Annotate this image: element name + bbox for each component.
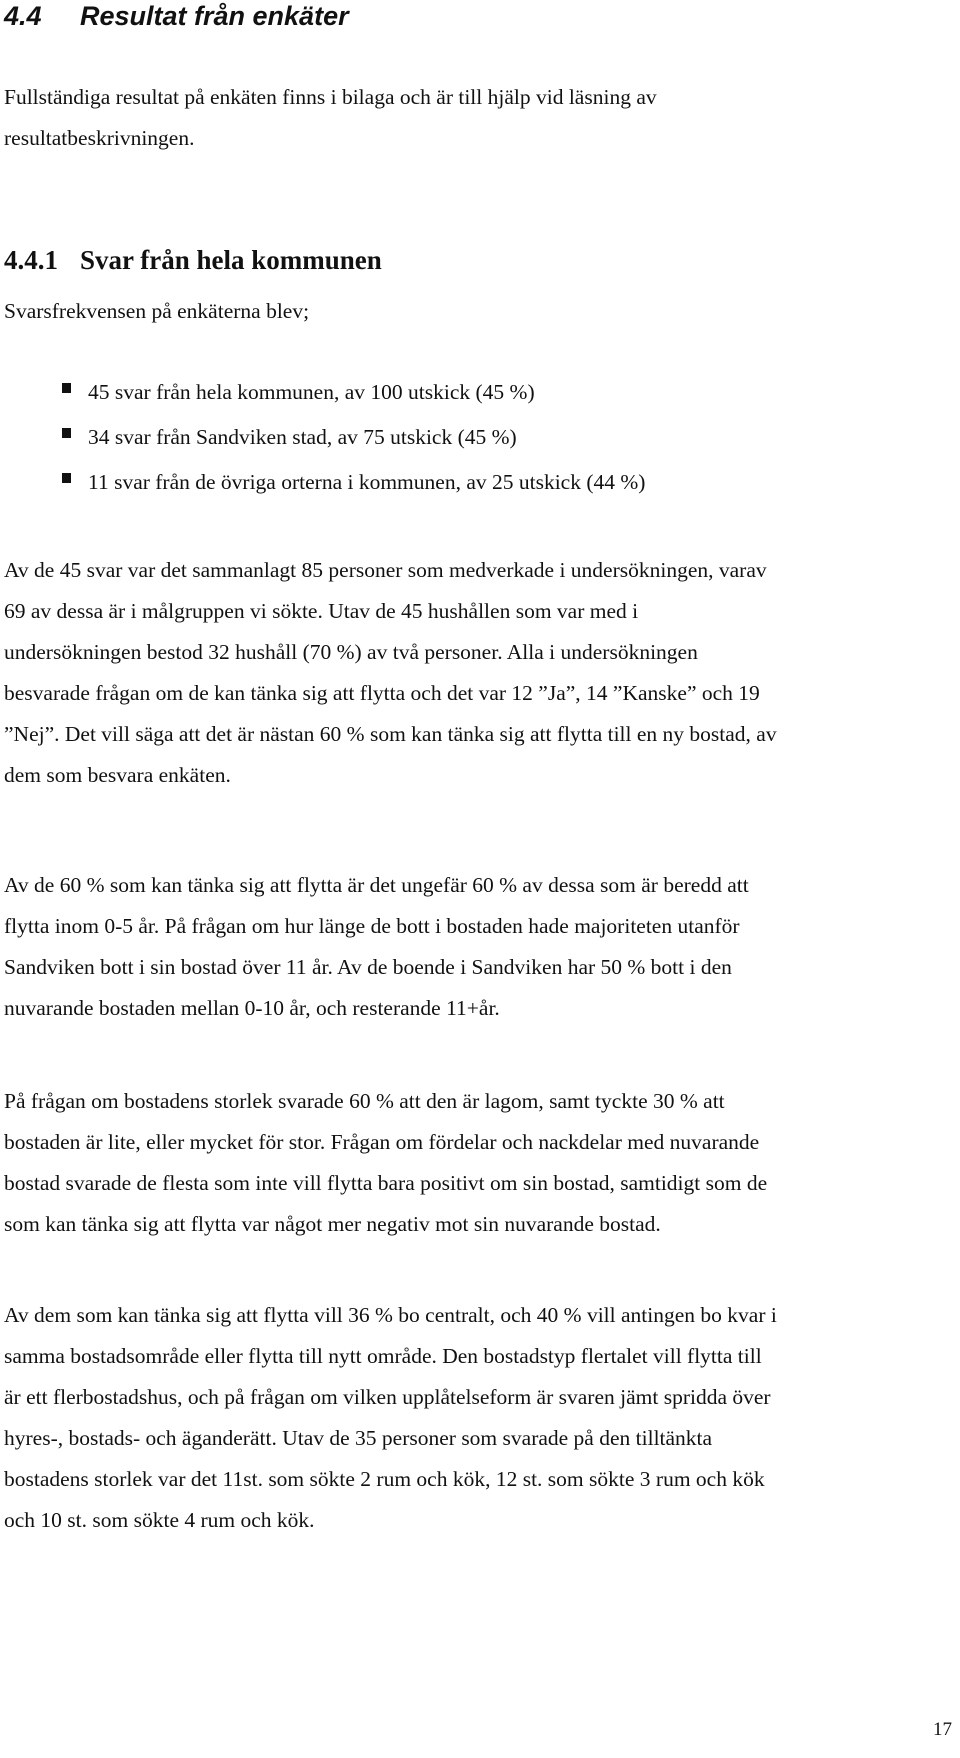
section-number: 4.4 — [4, 1, 42, 31]
text-line: dem som besvara enkäten. — [4, 763, 231, 787]
text-line: som kan tänka sig att flytta var något mer negativ mot sin nuvarande bostad. — [4, 1212, 661, 1236]
text-line: resultatbeskrivningen. — [4, 126, 195, 150]
list-item-text: 34 svar från Sandviken stad, av 75 utskick (45 %) — [88, 425, 517, 449]
text-line: besvarade frågan om de kan tänka sig att flytta och det var 12 ”Ja”, 14 ”Kanske” och 19 — [4, 681, 760, 705]
square-bullet-icon — [62, 383, 71, 393]
paragraph-survey-participants — [4, 550, 954, 796]
text-line: ”Nej”. Det vill säga att det är nästan 60 % som kan tänka sig att flytta till en ny bostad, av — [4, 722, 777, 746]
subsection-heading — [4, 244, 382, 276]
text-line: bostaden är lite, eller mycket för stor. Frågan om fördelar och nackdelar med nuvarande — [4, 1130, 760, 1154]
text-line: bostad svarade de flesta som inte vill flytta bara positivt om sin bostad, samtidigt som de — [4, 1171, 768, 1195]
text-line: På frågan om bostadens storlek svarade 60 % att den är lagom, samt tyckte 30 % att — [4, 1089, 725, 1113]
response-rate-label — [4, 291, 954, 332]
intro-paragraph — [4, 77, 954, 159]
text-line: Sandviken bott i sin bostad över 11 år. Av de boende i Sandviken har 50 % bott i den — [4, 955, 732, 979]
text-line: bostadens storlek var det 11st. som sökte 2 rum och kök, 12 st. som sökte 3 rum och kök — [4, 1467, 765, 1491]
text-line: undersökningen bestod 32 hushåll (70 %) av två personer. Alla i undersökningen — [4, 640, 698, 664]
text-line: och 10 st. som sökte 4 rum och kök. — [4, 1508, 315, 1532]
page-number: 17 — [933, 1719, 952, 1740]
text-line: 69 av dessa är i målgruppen vi sökte. Utav de 45 hushållen som var med i — [4, 599, 639, 623]
text-line: Fullständiga resultat på enkäten finns i bilaga och är till hjälp vid läsning av — [4, 85, 657, 109]
subsection-number: 4.4.1 — [4, 245, 58, 275]
list-item-text: 45 svar från hela kommunen, av 100 utskick (45 %) — [88, 380, 535, 404]
square-bullet-icon — [62, 428, 71, 438]
paragraph-moving-timeline — [4, 865, 954, 1029]
text-line: flytta inom 0-5 år. På frågan om hur länge de bott i bostaden hade majoriteten utanför — [4, 914, 740, 938]
paragraph-housing-size — [4, 1081, 954, 1245]
text-line: samma bostadsområde eller flytta till nytt område. Den bostadstyp flertalet vill flytta till — [4, 1344, 762, 1368]
text-line: Svarsfrekvensen på enkäterna blev; — [4, 299, 310, 323]
text-line: Av dem som kan tänka sig att flytta vill 36 % bo centralt, och 40 % vill antingen bo kvar i — [4, 1303, 777, 1327]
text-line: nuvarande bostaden mellan 0-10 år, och resterande 11+år. — [4, 996, 500, 1020]
text-line: Av de 60 % som kan tänka sig att flytta är det ungefär 60 % av dessa som är beredd att — [4, 873, 749, 897]
subsection-title: Svar från hela kommunen — [80, 245, 382, 275]
section-heading — [4, 0, 349, 32]
section-title: Resultat från enkäter — [80, 1, 349, 31]
square-bullet-icon — [62, 473, 71, 483]
text-line: hyres-, bostads- och äganderätt. Utav de 35 personer som svarade på den tilltänkta — [4, 1426, 713, 1450]
text-line: är ett flerbostadshus, och på frågan om vilken upplåtelseform är svaren jämt spridda över — [4, 1385, 771, 1409]
text-line: Av de 45 svar var det sammanlagt 85 personer som medverkade i undersökningen, varav — [4, 558, 767, 582]
paragraph-housing-preferences — [4, 1295, 954, 1541]
list-item-text: 11 svar från de övriga orterna i kommunen, av 25 utskick (44 %) — [88, 470, 646, 494]
